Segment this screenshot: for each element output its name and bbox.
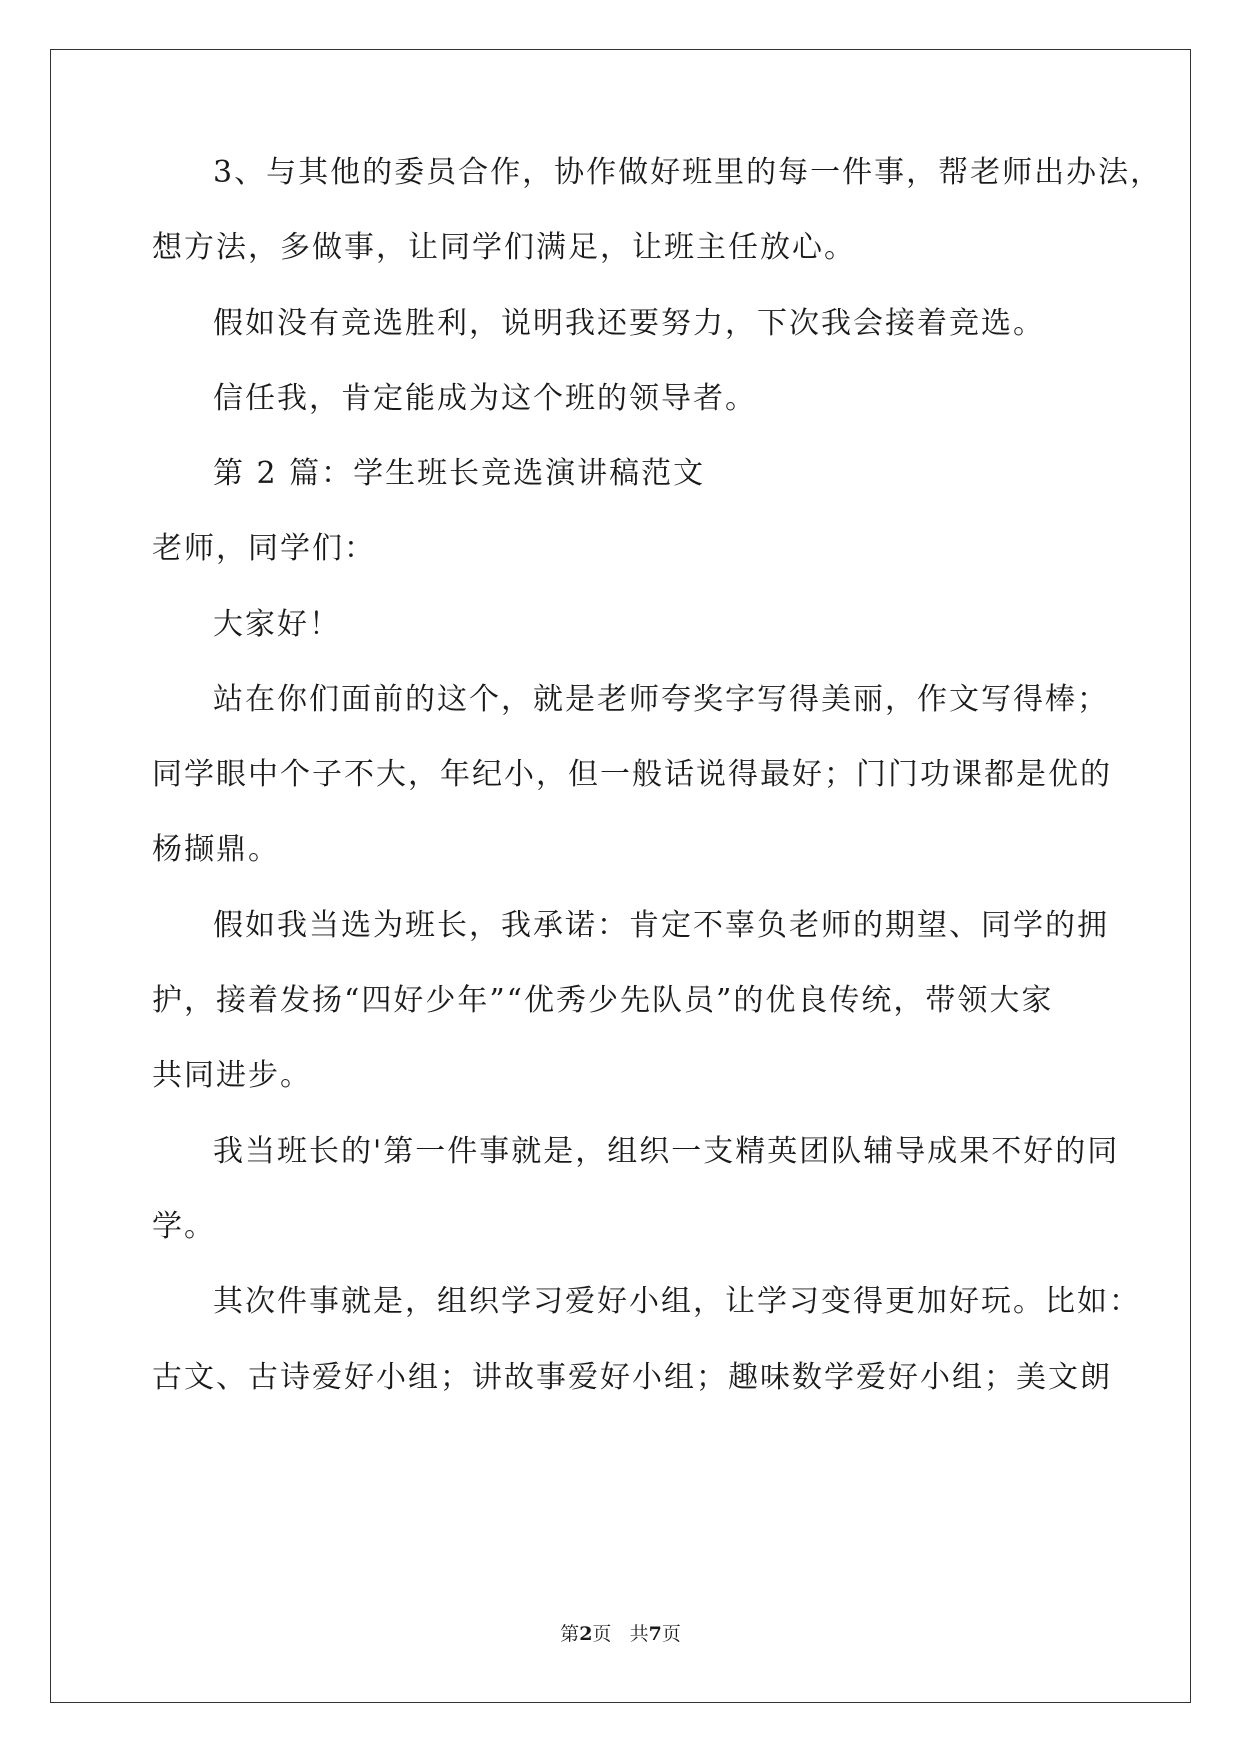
paragraph-line: 古文、古诗爱好小组；讲故事爱好小组；趣味数学爱好小组；美文朗 (152, 1360, 1112, 1395)
paragraph-line: 同学眼中个子不大，年纪小，但一般话说得最好；门门功课都是优的 (152, 757, 1112, 792)
salutation: 老师，同学们： (152, 531, 376, 566)
paragraph-line: 信任我，肯定能成为这个班的领导者。 (213, 381, 757, 416)
page-footer (0, 1625, 1241, 1644)
paragraph-line: 想方法，多做事，让同学们满足，让班主任放心。 (152, 230, 856, 265)
page-border (50, 49, 1191, 1703)
paragraph-line: 共同进步。 (152, 1058, 312, 1093)
page-prefix: 第 (560, 1623, 580, 1645)
paragraph-line: 其次件事就是，组织学习爱好小组，让学习变得更加好玩。比如： (213, 1284, 1141, 1319)
paragraph-line: 假如我当选为班长，我承诺：肯定不辜负老师的期望、同学的拥 (213, 908, 1109, 943)
page-number: 2 (579, 1623, 593, 1645)
total-pages: 7 (648, 1623, 662, 1645)
paragraph-line: 杨撷鼎。 (152, 832, 280, 867)
greeting: 大家好！ (213, 607, 341, 642)
total-prefix: 共 (629, 1623, 649, 1645)
paragraph-line: 我当班长的'第一件事就是，组织一支精英团队辅导成果不好的同 (213, 1134, 1120, 1169)
paragraph-line: 假如没有竞选胜利，说明我还要努力，下次我会接着竞选。 (213, 306, 1045, 341)
paragraph-line: 站在你们面前的这个，就是老师夸奖字写得美丽，作文写得棒； (213, 682, 1109, 717)
total-suffix: 页 (661, 1623, 681, 1645)
page-suffix: 页 (592, 1623, 612, 1645)
paragraph-line: 学。 (152, 1209, 216, 1244)
paragraph-line: 3、与其他的委员合作，协作做好班里的每一件事，帮老师出办法， (213, 155, 1163, 190)
section-heading: 第 2 篇：学生班长竞选演讲稿范文 (213, 456, 706, 491)
paragraph-line: 护，接着发扬“四好少年”“优秀少先队员”的优良传统，带领大家 (152, 983, 1054, 1018)
